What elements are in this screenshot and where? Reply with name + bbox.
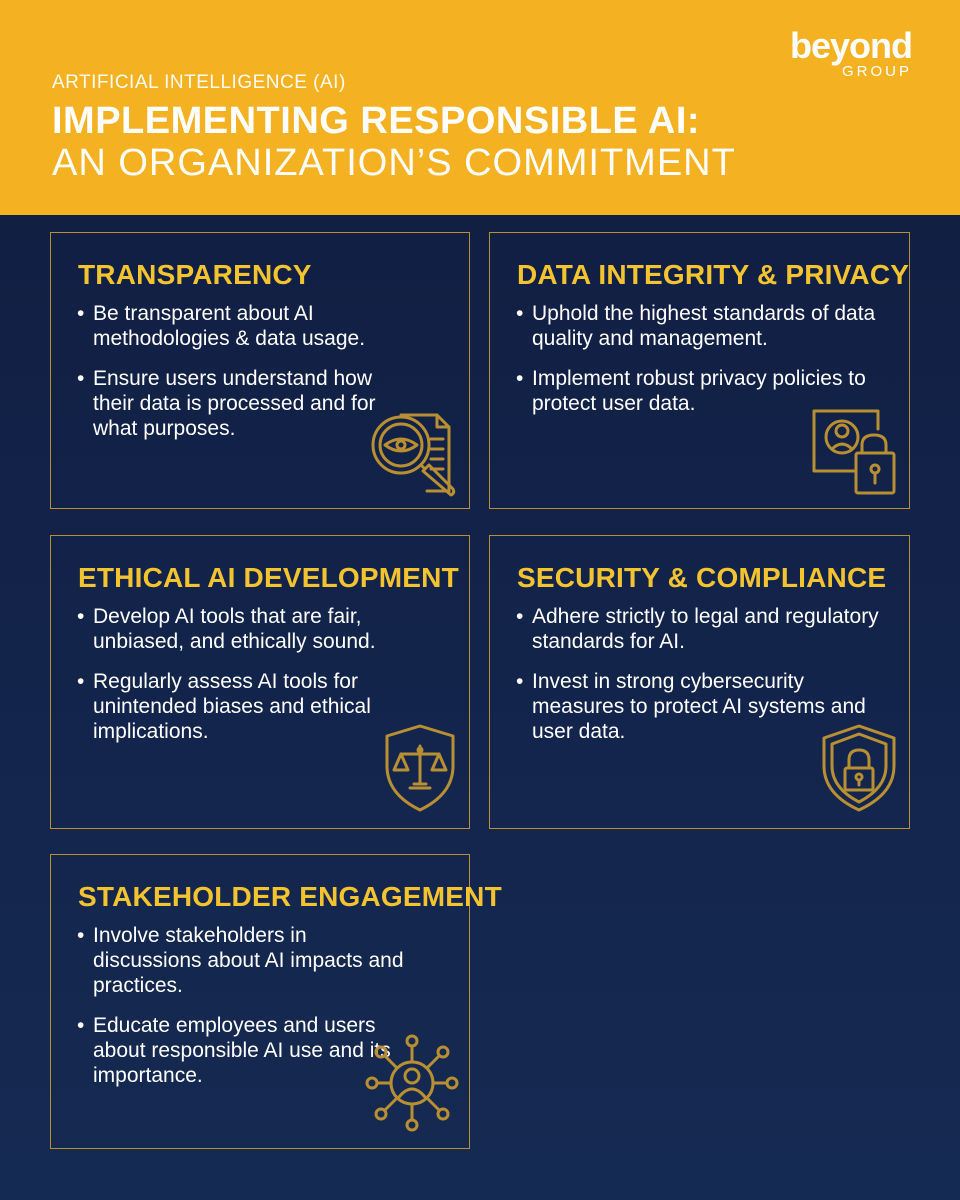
list-item: • Be transparent about AI methodologies & data usage. [77, 302, 366, 350]
card-title: STAKEHOLDER ENGAGEMENT [78, 881, 502, 912]
list-item: • Regularly assess AI tools for unintended biases and ethical implications. [77, 670, 371, 743]
logo-wordmark: beyond [789, 25, 912, 66]
card-title: DATA INTEGRITY & PRIVACY [517, 259, 910, 290]
document-magnifier-eye-icon [365, 409, 461, 497]
beyond-group-logo [782, 25, 912, 80]
user-profile-lock-icon [808, 407, 900, 497]
list-item: • Adhere strictly to legal and regulatory standards for AI. [516, 605, 879, 653]
category-label: ARTIFICIAL INTELLIGENCE (AI) [52, 72, 346, 93]
shield-scales-icon [381, 722, 459, 814]
card-stakeholder-engagement [50, 854, 502, 1149]
page-subtitle: AN ORGANIZATION’S COMMITMENT [52, 142, 736, 184]
logo-subtext: GROUP [841, 63, 912, 80]
card-transparency [50, 232, 470, 509]
list-item: • Educate employees and users about responsible AI use and its importance. [77, 1014, 391, 1087]
card-data-integrity-privacy [489, 232, 910, 509]
page-title: IMPLEMENTING RESPONSIBLE AI: [52, 100, 701, 142]
shield-lock-icon [818, 722, 900, 814]
header-banner [0, 0, 960, 215]
card-title: SECURITY & COMPLIANCE [517, 562, 887, 593]
card-title: TRANSPARENCY [78, 259, 312, 290]
list-item: • Develop AI tools that are fair, unbiased, and ethically sound. [77, 605, 376, 653]
network-person-icon [365, 1033, 459, 1133]
card-title: ETHICAL AI DEVELOPMENT [78, 562, 459, 593]
list-item: • Uphold the highest standards of data quality and management. [516, 302, 876, 350]
list-item: • Invest in strong cybersecurity measures to protect AI systems and user data. [516, 670, 866, 743]
list-item: • Ensure users understand how their data is processed and for what purposes. [77, 367, 376, 440]
card-ethical-ai-development [50, 535, 470, 829]
list-item: • Implement robust privacy policies to protect user data. [516, 367, 866, 415]
list-item: • Involve stakeholders in discussions about AI impacts and practices. [77, 924, 404, 997]
card-security-compliance [489, 535, 910, 829]
